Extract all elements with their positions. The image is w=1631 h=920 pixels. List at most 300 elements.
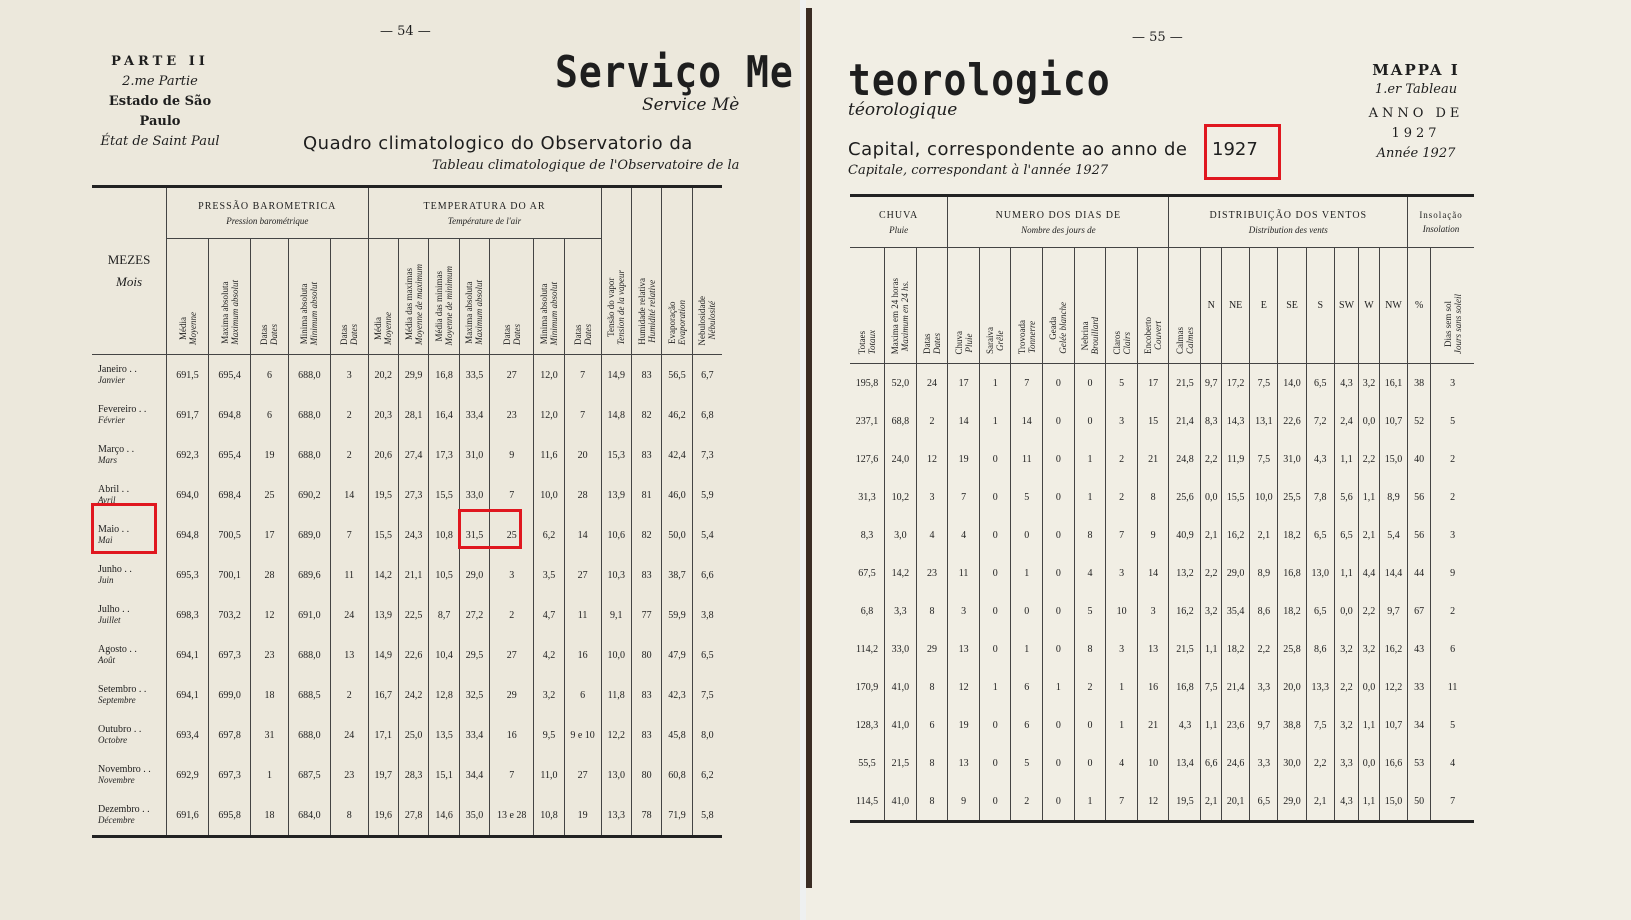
table-cell: 16,1 bbox=[1379, 364, 1407, 403]
table-cell: 3,2 bbox=[1334, 706, 1358, 744]
table-cell: 21,1 bbox=[398, 555, 428, 595]
table-cell: 32,5 bbox=[459, 675, 489, 715]
table-cell: 695,4 bbox=[209, 435, 251, 475]
table-cell: 78 bbox=[631, 795, 661, 837]
table-cell: 3,3 bbox=[1250, 744, 1278, 782]
table-cell: 1 bbox=[1074, 782, 1106, 822]
table-cell: 0 bbox=[1043, 440, 1075, 478]
table-cell: 6,8 bbox=[692, 395, 722, 435]
table-cell: 60,8 bbox=[662, 755, 692, 795]
table-cell: 0,0 bbox=[1359, 402, 1380, 440]
table-cell: 8 bbox=[916, 782, 948, 822]
table-cell: 2 bbox=[330, 675, 368, 715]
col-header bbox=[209, 239, 251, 355]
table-cell: 8,9 bbox=[1379, 478, 1407, 516]
table-cell: 33 bbox=[1408, 668, 1431, 706]
table-cell: 25,8 bbox=[1278, 630, 1306, 668]
table-cell: 19,5 bbox=[1169, 782, 1201, 822]
table-cell: 6,5 bbox=[1306, 516, 1334, 554]
table-row bbox=[92, 715, 722, 755]
col-header bbox=[490, 239, 534, 355]
table-cell: 16,2 bbox=[1222, 516, 1250, 554]
table-cell: 10 bbox=[1106, 592, 1138, 630]
table-cell: 77 bbox=[631, 595, 661, 635]
table-cell: 16 bbox=[490, 715, 534, 755]
table-cell: 53 bbox=[1408, 744, 1431, 782]
table-cell: 0,0 bbox=[1359, 668, 1380, 706]
table-cell: 29 bbox=[490, 675, 534, 715]
table-cell: 0,0 bbox=[1334, 592, 1358, 630]
table-cell: 10,0 bbox=[1250, 478, 1278, 516]
table-cell: 3 bbox=[916, 478, 948, 516]
table-cell: 31,0 bbox=[1278, 440, 1306, 478]
col-header bbox=[1431, 248, 1474, 364]
table-cell: 9 bbox=[1431, 554, 1474, 592]
table-cell: 10,4 bbox=[429, 635, 459, 675]
table-cell: 18 bbox=[251, 675, 289, 715]
table-cell: 17 bbox=[1137, 364, 1169, 403]
table-cell: 11 bbox=[1431, 668, 1474, 706]
winds-label-fr: Distribution des vents bbox=[1248, 224, 1328, 235]
table-cell: 25 bbox=[490, 515, 534, 555]
col-header bbox=[885, 248, 917, 364]
table-cell: 4,2 bbox=[534, 635, 564, 675]
table-cell: 40 bbox=[1408, 440, 1431, 478]
table-cell: 5 bbox=[1431, 402, 1474, 440]
table-cell: 18 bbox=[251, 795, 289, 837]
table-cell: 8 bbox=[1074, 630, 1106, 668]
table-cell: 3,2 bbox=[1201, 592, 1222, 630]
table-cell: 688,0 bbox=[288, 635, 330, 675]
table-cell: 12,0 bbox=[534, 355, 564, 396]
col-header bbox=[251, 239, 289, 355]
table-cell: 7 bbox=[490, 475, 534, 515]
table-cell: 71,9 bbox=[662, 795, 692, 837]
table-cell: 67 bbox=[1408, 592, 1431, 630]
col-header bbox=[1169, 248, 1201, 364]
col-header bbox=[850, 248, 885, 364]
table-cell: 8 bbox=[916, 744, 948, 782]
table-cell: 7 bbox=[948, 478, 980, 516]
col-pt: Chuva bbox=[953, 330, 964, 354]
days-group-header bbox=[948, 196, 1169, 248]
table-row bbox=[92, 395, 722, 435]
table-cell: 19 bbox=[948, 706, 980, 744]
table-cell: 7 bbox=[1106, 516, 1138, 554]
table-cell: 24 bbox=[916, 364, 948, 403]
table-cell: 16,8 bbox=[1278, 554, 1306, 592]
temperature-label: TEMPERATURA DO AR bbox=[423, 200, 546, 212]
col-header bbox=[1222, 248, 1250, 364]
days-label: NUMERO DOS DIAS DE bbox=[995, 209, 1122, 221]
rain-group-header bbox=[850, 196, 948, 248]
col-header bbox=[1201, 248, 1222, 364]
month-pt: Junho bbox=[98, 564, 122, 575]
table-cell: 0 bbox=[1043, 744, 1075, 782]
col-fr: Tonnerre bbox=[1026, 320, 1037, 354]
table-cell: 2,4 bbox=[1334, 402, 1358, 440]
table-cell: 114,5 bbox=[855, 795, 879, 807]
table-cell: 2,1 bbox=[1359, 516, 1380, 554]
table-cell: 13 bbox=[330, 635, 368, 675]
table-cell: 14 bbox=[330, 475, 368, 515]
table-cell: 8,6 bbox=[1306, 630, 1334, 668]
month-cell: Fevereiro . . Février bbox=[92, 395, 167, 435]
table-cell: 10,0 bbox=[534, 475, 564, 515]
table-cell: 1,1 bbox=[1334, 440, 1358, 478]
table-cell: 5 bbox=[1106, 364, 1138, 403]
table-row bbox=[92, 435, 722, 475]
table-cell: 0 bbox=[1043, 782, 1075, 822]
col-header bbox=[662, 187, 692, 355]
table-cell: 35,4 bbox=[1222, 592, 1250, 630]
table-cell: 6 bbox=[1431, 630, 1474, 668]
table-cell: 4 bbox=[948, 516, 980, 554]
table-cell: 0 bbox=[1043, 364, 1075, 403]
table-cell: 27 bbox=[564, 755, 601, 795]
table-cell: 7 bbox=[1106, 782, 1138, 822]
table-cell: 3,2 bbox=[1359, 364, 1380, 403]
table-cell: 29,5 bbox=[459, 635, 489, 675]
table-cell: 0 bbox=[1043, 516, 1075, 554]
table-cell: 13 bbox=[948, 630, 980, 668]
table-cell: 12 bbox=[251, 595, 289, 635]
col-header bbox=[916, 248, 948, 364]
col-pt: Tensão do vapor bbox=[606, 277, 617, 338]
col-header bbox=[1334, 248, 1358, 364]
table-cell: 703,2 bbox=[209, 595, 251, 635]
table-cell: 9,7 bbox=[1201, 364, 1222, 403]
table-cell: 14,9 bbox=[368, 635, 398, 675]
month-cell: Agosto . . Août bbox=[92, 635, 167, 675]
table-cell: 170,9 bbox=[855, 681, 879, 693]
month-pt: Julho bbox=[98, 604, 120, 615]
table-cell: 12 bbox=[916, 440, 948, 478]
table-cell: 16,8 bbox=[429, 355, 459, 396]
col-pt: Maxima absoluta bbox=[464, 281, 475, 344]
table-cell: 699,0 bbox=[209, 675, 251, 715]
table-cell: 1 bbox=[1106, 668, 1138, 706]
table-cell: 28,3 bbox=[398, 755, 428, 795]
col-pt: Calmas bbox=[1174, 327, 1185, 354]
col-fr: Brouillard bbox=[1089, 316, 1100, 354]
table-cell: 4,3 bbox=[1306, 440, 1334, 478]
col-header bbox=[1106, 248, 1138, 364]
table-cell: 33,0 bbox=[885, 630, 917, 668]
mappa-label: MAPPA I bbox=[1372, 61, 1460, 79]
table-cell: 695,8 bbox=[209, 795, 251, 837]
month-pt: Maio bbox=[98, 524, 120, 535]
col-pt: Encoberto bbox=[1143, 317, 1154, 354]
table-cell: 5 bbox=[1011, 478, 1043, 516]
mois-label: Mois bbox=[116, 274, 142, 289]
col-header bbox=[288, 239, 330, 355]
month-cell: Setembro . . Septembre bbox=[92, 675, 167, 715]
table-cell: 21,5 bbox=[1169, 364, 1201, 403]
table-cell: 14,0 bbox=[1278, 364, 1306, 403]
table-cell: 33,4 bbox=[459, 715, 489, 755]
table-cell: 3 bbox=[330, 355, 368, 396]
col-header bbox=[1074, 248, 1106, 364]
table-cell: 0 bbox=[1011, 516, 1043, 554]
month-fr: Octobre bbox=[98, 735, 128, 745]
table-row bbox=[92, 555, 722, 595]
col-header bbox=[979, 248, 1011, 364]
table-cell: 15,0 bbox=[1379, 440, 1407, 478]
table-cell: 14 bbox=[1137, 554, 1169, 592]
table-cell: 14,6 bbox=[429, 795, 459, 837]
table-cell: 38,8 bbox=[1278, 706, 1306, 744]
col-pt: Evaporação bbox=[667, 301, 678, 344]
month-pt: Agosto bbox=[98, 644, 127, 655]
table-cell: 10,7 bbox=[1379, 402, 1407, 440]
page-number: — 54 — bbox=[380, 24, 431, 39]
table-cell: 5,8 bbox=[692, 795, 722, 837]
mappa-header bbox=[1341, 60, 1491, 164]
table-cell: 7 bbox=[1011, 364, 1043, 403]
temperature-label-fr: Température de l'air bbox=[447, 215, 522, 226]
winds-group-header bbox=[1169, 196, 1408, 248]
month-cell: Junho . . Juin bbox=[92, 555, 167, 595]
table-cell: 1 bbox=[1106, 706, 1138, 744]
table-cell: 43 bbox=[1408, 630, 1431, 668]
table-cell: 5,6 bbox=[1334, 478, 1358, 516]
table-cell: 25 bbox=[251, 475, 289, 515]
table-cell: 694,8 bbox=[167, 515, 209, 555]
table-cell: 52 bbox=[1408, 402, 1431, 440]
table-cell: 1,1 bbox=[1359, 782, 1380, 822]
insolation-label-fr: Insolation bbox=[1422, 224, 1460, 234]
table-cell: 29,9 bbox=[398, 355, 428, 396]
col-header bbox=[1359, 248, 1380, 364]
table-cell: 8,0 bbox=[692, 715, 722, 755]
table-cell: 0 bbox=[1043, 554, 1075, 592]
table-cell: 0 bbox=[1043, 592, 1075, 630]
table-cell: 19 bbox=[948, 440, 980, 478]
table-cell: 14,3 bbox=[1222, 402, 1250, 440]
table-cell: 46,0 bbox=[662, 475, 692, 515]
col-pt: Humidade relativa bbox=[636, 278, 647, 345]
table-cell: 688,0 bbox=[288, 355, 330, 396]
table-cell: 688,0 bbox=[288, 715, 330, 755]
highlight-box-year bbox=[1204, 124, 1281, 180]
col-header bbox=[534, 239, 564, 355]
month-fr: Janvier bbox=[98, 375, 125, 385]
col-fr: Dates bbox=[349, 324, 360, 345]
table-cell: 691,0 bbox=[288, 595, 330, 635]
col-pt: Geada bbox=[1048, 316, 1059, 340]
rain-label: CHUVA bbox=[879, 209, 919, 221]
col-fr: Moyenne de maximum bbox=[413, 264, 424, 345]
table-cell: 17 bbox=[948, 364, 980, 403]
table-cell: 13 bbox=[1137, 630, 1169, 668]
table-cell: 6,5 bbox=[1306, 592, 1334, 630]
col-pt: Datas bbox=[339, 324, 350, 345]
table-cell: 694,1 bbox=[167, 635, 209, 675]
pressure-label: PRESSÃO BAROMETRICA bbox=[198, 200, 337, 212]
col-fr: Moyenne de minimum bbox=[444, 265, 455, 345]
col-pt: Minima absoluta bbox=[538, 283, 549, 344]
table-cell: 2 bbox=[490, 595, 534, 635]
col-pt: Média das maximas bbox=[403, 268, 414, 341]
table-cell: 41,0 bbox=[885, 668, 917, 706]
table-cell: 2,1 bbox=[1306, 782, 1334, 822]
table-cell: 25,0 bbox=[398, 715, 428, 755]
table-cell: 2 bbox=[1011, 782, 1043, 822]
table-cell: 1 bbox=[979, 364, 1011, 403]
table-cell: 5,4 bbox=[1379, 516, 1407, 554]
table-cell: 128,3 bbox=[855, 719, 879, 731]
table-cell: 15,5 bbox=[368, 515, 398, 555]
table-cell: 14,4 bbox=[1379, 554, 1407, 592]
table-cell: 0 bbox=[979, 478, 1011, 516]
table-cell: 237,1 bbox=[855, 415, 879, 427]
table-cell: 9 e 10 bbox=[564, 715, 601, 755]
estado-label: Estado de São Paulo bbox=[108, 94, 212, 129]
table-cell: 9 bbox=[1137, 516, 1169, 554]
table-cell: 38,7 bbox=[662, 555, 692, 595]
table-row bbox=[92, 675, 722, 715]
month-pt: Fevereiro bbox=[98, 404, 137, 415]
table-cell: 16,7 bbox=[368, 675, 398, 715]
table-cell: 24,6 bbox=[1222, 744, 1250, 782]
table-cell: 4,3 bbox=[1169, 706, 1201, 744]
month-fr: Juillet bbox=[98, 615, 121, 625]
table-cell: 697,8 bbox=[209, 715, 251, 755]
table-cell: 19,5 bbox=[368, 475, 398, 515]
table-cell: 688,0 bbox=[288, 395, 330, 435]
table-cell: 21,4 bbox=[1222, 668, 1250, 706]
table-cell: 3,2 bbox=[1334, 630, 1358, 668]
table-cell: 1 bbox=[1074, 440, 1106, 478]
col-pt: Nebrina bbox=[1079, 320, 1090, 350]
col-header bbox=[459, 239, 489, 355]
col-header bbox=[692, 187, 722, 355]
table-cell: 27 bbox=[490, 635, 534, 675]
table-cell: 3 bbox=[490, 555, 534, 595]
month-pt: Setembro bbox=[98, 684, 137, 695]
table-cell: 23 bbox=[916, 554, 948, 592]
col-pt: Datas bbox=[922, 333, 932, 354]
table-row bbox=[850, 440, 1474, 478]
part-header bbox=[90, 52, 230, 152]
table-cell: 12,2 bbox=[601, 715, 631, 755]
table-cell: 1 bbox=[1074, 478, 1106, 516]
table-cell: 25,5 bbox=[1278, 478, 1306, 516]
col-fr: Minimum absolut bbox=[548, 281, 559, 345]
table-cell: 195,8 bbox=[855, 377, 879, 389]
col-header bbox=[1137, 248, 1169, 364]
pressure-label-fr: Pression barométrique bbox=[226, 215, 309, 226]
table-cell: 1 bbox=[251, 755, 289, 795]
table-cell: 68,8 bbox=[885, 402, 917, 440]
table-cell: 8 bbox=[330, 795, 368, 837]
month-fr: Juin bbox=[98, 575, 114, 585]
table-cell: 6,6 bbox=[692, 555, 722, 595]
table-cell: 16,2 bbox=[1379, 630, 1407, 668]
table-cell: 9 bbox=[490, 435, 534, 475]
table-cell: 0 bbox=[1043, 478, 1075, 516]
table-row bbox=[92, 515, 722, 555]
page-title: Serviço Me bbox=[555, 46, 794, 98]
page-title-fr: Service Mè bbox=[642, 95, 740, 115]
col-pt: Maxima absoluta bbox=[219, 281, 230, 344]
insolation-label: Insolação bbox=[1419, 210, 1463, 220]
table-cell: 13 bbox=[948, 744, 980, 782]
month-fr: Décembre bbox=[98, 815, 135, 825]
table-cell: 23 bbox=[251, 635, 289, 675]
table-cell: 56 bbox=[1408, 478, 1431, 516]
table-cell: 6,5 bbox=[1250, 782, 1278, 822]
table-cell: 18,2 bbox=[1278, 592, 1306, 630]
col-fr: Jours sans soleil bbox=[1452, 293, 1463, 354]
table-cell: 15,1 bbox=[429, 755, 459, 795]
table-cell: 2 bbox=[1431, 592, 1474, 630]
table-cell: 0 bbox=[979, 516, 1011, 554]
table-cell: 14 bbox=[564, 515, 601, 555]
parte-label: PARTE II bbox=[111, 54, 209, 69]
table-cell: 23 bbox=[330, 755, 368, 795]
table-cell: 8 bbox=[1137, 478, 1169, 516]
table-cell: 8,3 bbox=[1201, 402, 1222, 440]
table-cell: 28 bbox=[251, 555, 289, 595]
table-cell: 47,9 bbox=[662, 635, 692, 675]
table-cell: 15,5 bbox=[1222, 478, 1250, 516]
table-cell: 45,8 bbox=[662, 715, 692, 755]
table-cell: 23,6 bbox=[1222, 706, 1250, 744]
pressure-group-header bbox=[167, 187, 369, 239]
insolation-group-header bbox=[1408, 196, 1474, 248]
table-cell: 9,7 bbox=[1379, 592, 1407, 630]
table-cell: 20 bbox=[564, 435, 601, 475]
table-cell: 7 bbox=[1431, 782, 1474, 822]
month-fr: Novembre bbox=[98, 775, 135, 785]
table-cell: 42,4 bbox=[662, 435, 692, 475]
table-cell: 67,5 bbox=[858, 567, 876, 579]
col-pt: Média das minimas bbox=[434, 270, 445, 341]
table-cell: 24,0 bbox=[885, 440, 917, 478]
table-cell: 3 bbox=[1431, 516, 1474, 554]
table-cell: 12 bbox=[948, 668, 980, 706]
table-cell: 31,5 bbox=[459, 515, 489, 555]
table-cell: 25,6 bbox=[1169, 478, 1201, 516]
col-pt: Dias sem sol bbox=[1442, 301, 1453, 347]
table-cell: 0 bbox=[1043, 630, 1075, 668]
table-cell: 697,3 bbox=[209, 755, 251, 795]
col-header bbox=[1250, 248, 1278, 364]
table-cell: 5 bbox=[1011, 744, 1043, 782]
right-page bbox=[806, 0, 1631, 920]
col-fr: Dates bbox=[932, 333, 942, 354]
table-cell: 6,5 bbox=[692, 635, 722, 675]
col-header bbox=[601, 187, 631, 355]
table-cell: 127,6 bbox=[855, 453, 879, 465]
table-cell: 29,0 bbox=[1278, 782, 1306, 822]
table-cell: 1,1 bbox=[1359, 706, 1380, 744]
table-cell: 10,6 bbox=[601, 515, 631, 555]
table-cell: 6 bbox=[251, 395, 289, 435]
table-cell: 695,4 bbox=[209, 355, 251, 396]
table-cell: 29,0 bbox=[459, 555, 489, 595]
table-row bbox=[850, 782, 1474, 822]
col-fr: Calmes bbox=[1184, 327, 1195, 354]
month-cell: Julho . . Juillet bbox=[92, 595, 167, 635]
table-cell: 2 bbox=[1106, 478, 1138, 516]
table-cell: 0 bbox=[1074, 744, 1106, 782]
col-fr: Tension de la vapeur bbox=[616, 270, 627, 345]
table-cell: 11,9 bbox=[1222, 440, 1250, 478]
col-pt: SW bbox=[1339, 300, 1355, 311]
